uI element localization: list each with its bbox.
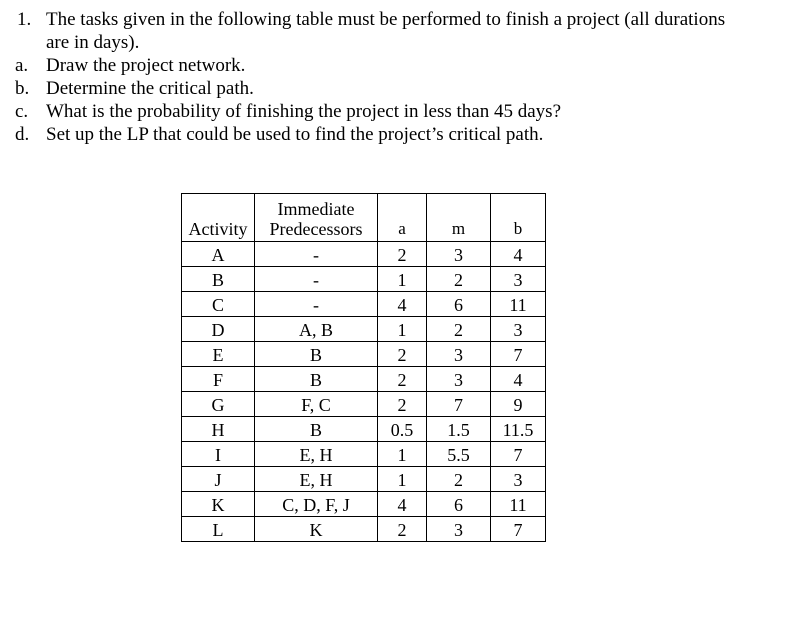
- cell-activity: B: [182, 267, 255, 292]
- problem-intro-text-continued: are in days).: [46, 32, 140, 53]
- part-c-label: c.: [15, 101, 29, 122]
- cell-a: 2: [378, 242, 427, 267]
- cell-b: 3: [491, 317, 546, 342]
- part-a-label: a.: [15, 55, 29, 76]
- cell-a: 4: [378, 492, 427, 517]
- cell-a: 2: [378, 342, 427, 367]
- header-predecessors-line-1: Immediate: [277, 199, 355, 219]
- part-a-text: Draw the project network.: [46, 55, 246, 76]
- problem-statement: [0, 8, 780, 146]
- cell-a: 2: [378, 367, 427, 392]
- part-d-label: d.: [15, 124, 30, 145]
- cell-m: 3: [427, 367, 491, 392]
- cell-predecessors: E, H: [255, 442, 378, 467]
- header-m: m: [427, 194, 491, 242]
- table-row: [182, 467, 546, 492]
- cell-activity: A: [182, 242, 255, 267]
- part-b-label: b.: [15, 78, 30, 99]
- cell-predecessors: F, C: [255, 392, 378, 417]
- cell-a: 1: [378, 442, 427, 467]
- cell-activity: I: [182, 442, 255, 467]
- cell-activity: D: [182, 317, 255, 342]
- cell-b: 9: [491, 392, 546, 417]
- cell-activity: L: [182, 517, 255, 542]
- cell-b: 4: [491, 242, 546, 267]
- part-b-text: Determine the critical path.: [46, 78, 254, 99]
- cell-predecessors: A, B: [255, 317, 378, 342]
- cell-activity: C: [182, 292, 255, 317]
- problem-intro-line-2: [0, 31, 780, 54]
- cell-a: 0.5: [378, 417, 427, 442]
- cell-b: 11.5: [491, 417, 546, 442]
- cell-b: 7: [491, 517, 546, 542]
- cell-m: 6: [427, 292, 491, 317]
- cell-predecessors: K: [255, 517, 378, 542]
- cell-b: 4: [491, 367, 546, 392]
- table-row: [182, 392, 546, 417]
- cell-activity: H: [182, 417, 255, 442]
- header-b: b: [491, 194, 546, 242]
- cell-m: 2: [427, 267, 491, 292]
- cell-a: 2: [378, 392, 427, 417]
- part-d: [0, 123, 780, 146]
- cell-predecessors: -: [255, 267, 378, 292]
- header-a: a: [378, 194, 427, 242]
- table-row: [182, 342, 546, 367]
- cell-predecessors: -: [255, 292, 378, 317]
- part-a: [0, 54, 780, 77]
- cell-a: 4: [378, 292, 427, 317]
- cell-activity: G: [182, 392, 255, 417]
- table-row: [182, 492, 546, 517]
- cell-a: 1: [378, 317, 427, 342]
- table-row: [182, 292, 546, 317]
- header-activity: Activity: [182, 194, 255, 242]
- part-c-text: What is the probability of finishing the project in less than 45 days?: [46, 101, 562, 122]
- cell-m: 3: [427, 517, 491, 542]
- cell-a: 2: [378, 517, 427, 542]
- cell-m: 3: [427, 342, 491, 367]
- cell-predecessors: C, D, F, J: [255, 492, 378, 517]
- cell-predecessors: E, H: [255, 467, 378, 492]
- cell-b: 11: [491, 292, 546, 317]
- part-b: [0, 77, 780, 100]
- table-row: [182, 517, 546, 542]
- cell-b: 3: [491, 267, 546, 292]
- table-row: [182, 242, 546, 267]
- activity-table: [181, 193, 546, 542]
- problem-intro-text: The tasks given in the following table must be performed to finish a project (all durations: [46, 9, 726, 30]
- problem-intro-line-1: [0, 8, 780, 31]
- cell-m: 6: [427, 492, 491, 517]
- table-row: [182, 442, 546, 467]
- cell-activity: F: [182, 367, 255, 392]
- problem-number: 1.: [17, 9, 32, 30]
- cell-m: 2: [427, 317, 491, 342]
- cell-b: 7: [491, 342, 546, 367]
- cell-b: 7: [491, 442, 546, 467]
- cell-predecessors: -: [255, 242, 378, 267]
- cell-m: 1.5: [427, 417, 491, 442]
- table-row: [182, 417, 546, 442]
- header-predecessors-line-2: Predecessors: [269, 219, 363, 239]
- cell-predecessors: B: [255, 417, 378, 442]
- cell-activity: J: [182, 467, 255, 492]
- table-header-row: [182, 194, 546, 242]
- cell-predecessors: B: [255, 367, 378, 392]
- cell-activity: K: [182, 492, 255, 517]
- cell-b: 3: [491, 467, 546, 492]
- header-predecessors: [255, 194, 378, 242]
- cell-m: 5.5: [427, 442, 491, 467]
- cell-m: 7: [427, 392, 491, 417]
- cell-predecessors: B: [255, 342, 378, 367]
- cell-a: 1: [378, 267, 427, 292]
- part-d-text: Set up the LP that could be used to find the project’s critical path.: [46, 124, 544, 145]
- cell-b: 11: [491, 492, 546, 517]
- table-row: [182, 267, 546, 292]
- table-row: [182, 367, 546, 392]
- cell-a: 1: [378, 467, 427, 492]
- table-row: [182, 317, 546, 342]
- cell-m: 2: [427, 467, 491, 492]
- cell-m: 3: [427, 242, 491, 267]
- cell-activity: E: [182, 342, 255, 367]
- part-c: [0, 100, 780, 123]
